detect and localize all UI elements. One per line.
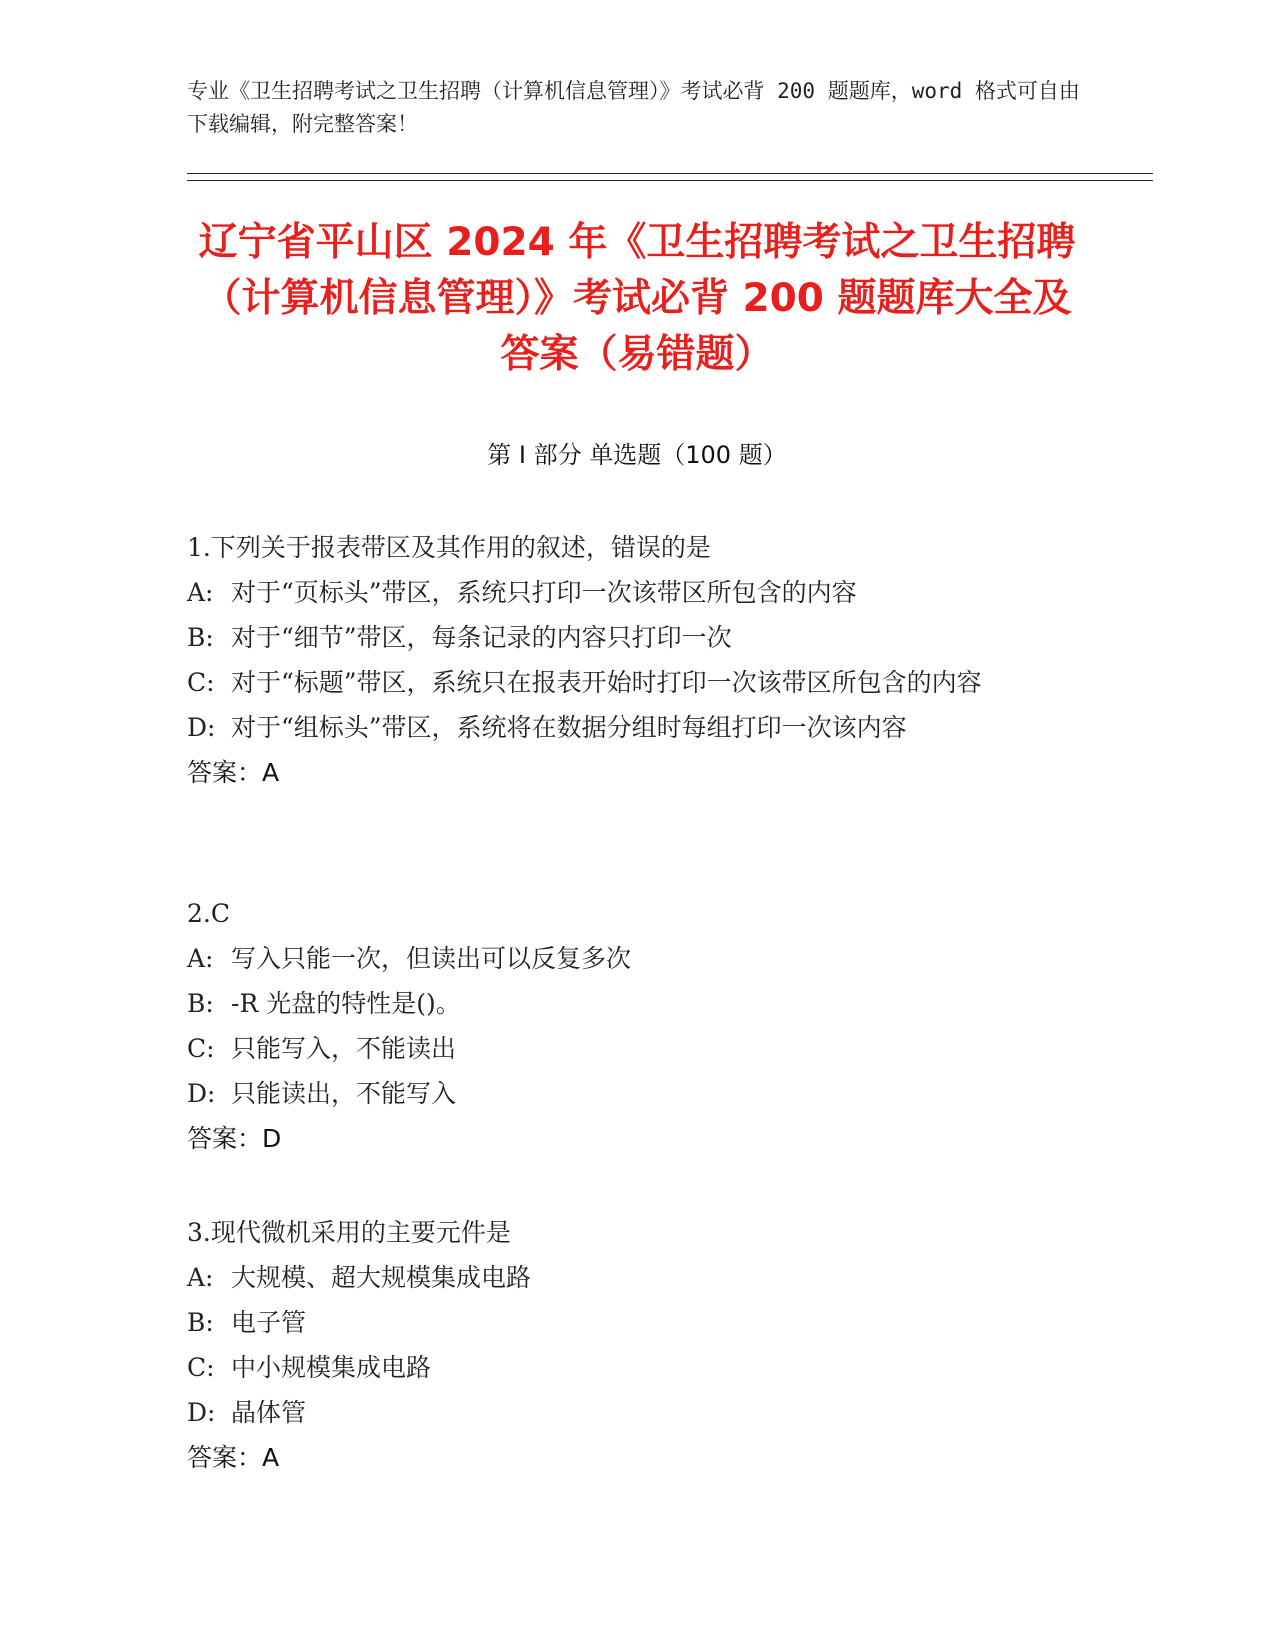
- option-text: 晶体管: [231, 1398, 307, 1427]
- option-label: B:: [187, 623, 214, 652]
- option-text: 只能读出，不能写入: [231, 1079, 457, 1108]
- answer: 答案：D: [187, 1124, 282, 1153]
- option-d: [187, 1390, 1087, 1435]
- option-label: D:: [187, 713, 216, 742]
- option-text: -R 光盘的特性是()。: [231, 989, 461, 1018]
- question-3: [187, 1210, 1087, 1480]
- option-text: 对于“组标头”带区，系统将在数据分组时每组打印一次该内容: [231, 713, 907, 742]
- option-text: 对于“页标头”带区，系统只打印一次该带区所包含的内容: [231, 578, 857, 607]
- option-text: 只能写入，不能读出: [231, 1034, 457, 1063]
- option-d: [187, 705, 1087, 750]
- question-2: [187, 891, 1087, 1161]
- section-title: 第 I 部分 单选题（100 题）: [487, 441, 787, 469]
- option-label: B:: [187, 989, 214, 1018]
- option-label: A:: [187, 1263, 214, 1292]
- option-label: B:: [187, 1308, 214, 1337]
- option-d: [187, 1071, 1087, 1116]
- option-c: [187, 1345, 1087, 1390]
- header-rule-top: [187, 173, 1153, 174]
- option-label: C:: [187, 668, 215, 697]
- option-label: D:: [187, 1398, 216, 1427]
- option-text: 对于“标题”带区，系统只在报表开始时打印一次该带区所包含的内容: [231, 668, 982, 697]
- answer: 答案：A: [187, 758, 280, 787]
- option-a: [187, 936, 1087, 981]
- option-label: D:: [187, 1079, 216, 1108]
- option-a: [187, 1255, 1087, 1300]
- option-text: 中小规模集成电路: [231, 1353, 432, 1382]
- option-b: [187, 981, 1087, 1026]
- question-1: [187, 525, 1087, 795]
- header-rule-bottom: [187, 180, 1153, 181]
- option-text: 写入只能一次，但读出可以反复多次: [231, 944, 632, 973]
- option-c: [187, 660, 1087, 705]
- option-text: 对于“细节”带区，每条记录的内容只打印一次: [231, 623, 732, 652]
- option-a: [187, 570, 1087, 615]
- option-b: [187, 615, 1087, 660]
- option-text: 电子管: [231, 1308, 307, 1337]
- answer: 答案：A: [187, 1443, 280, 1472]
- option-label: A:: [187, 944, 214, 973]
- document-title: 辽宁省平山区 2024 年《卫生招聘考试之卫生招聘（计算机信息管理）》考试必背 200 题题库大全及答案（易错题）: [198, 220, 1076, 377]
- option-c: [187, 1026, 1087, 1071]
- option-text: 大规模、超大规模集成电路: [231, 1263, 532, 1292]
- question-stem: 2.C: [187, 899, 230, 928]
- option-label: C:: [187, 1034, 215, 1063]
- header-note: 专业《卫生招聘考试之卫生招聘（计算机信息管理）》考试必背 200 题题库，word 格式可自由下载编辑，附完整答案！: [187, 79, 1080, 136]
- question-stem: 3.现代微机采用的主要元件是: [187, 1218, 511, 1247]
- option-label: C:: [187, 1353, 215, 1382]
- option-b: [187, 1300, 1087, 1345]
- question-stem: 1.下列关于报表带区及其作用的叙述，错误的是: [187, 533, 711, 562]
- option-label: A:: [187, 578, 214, 607]
